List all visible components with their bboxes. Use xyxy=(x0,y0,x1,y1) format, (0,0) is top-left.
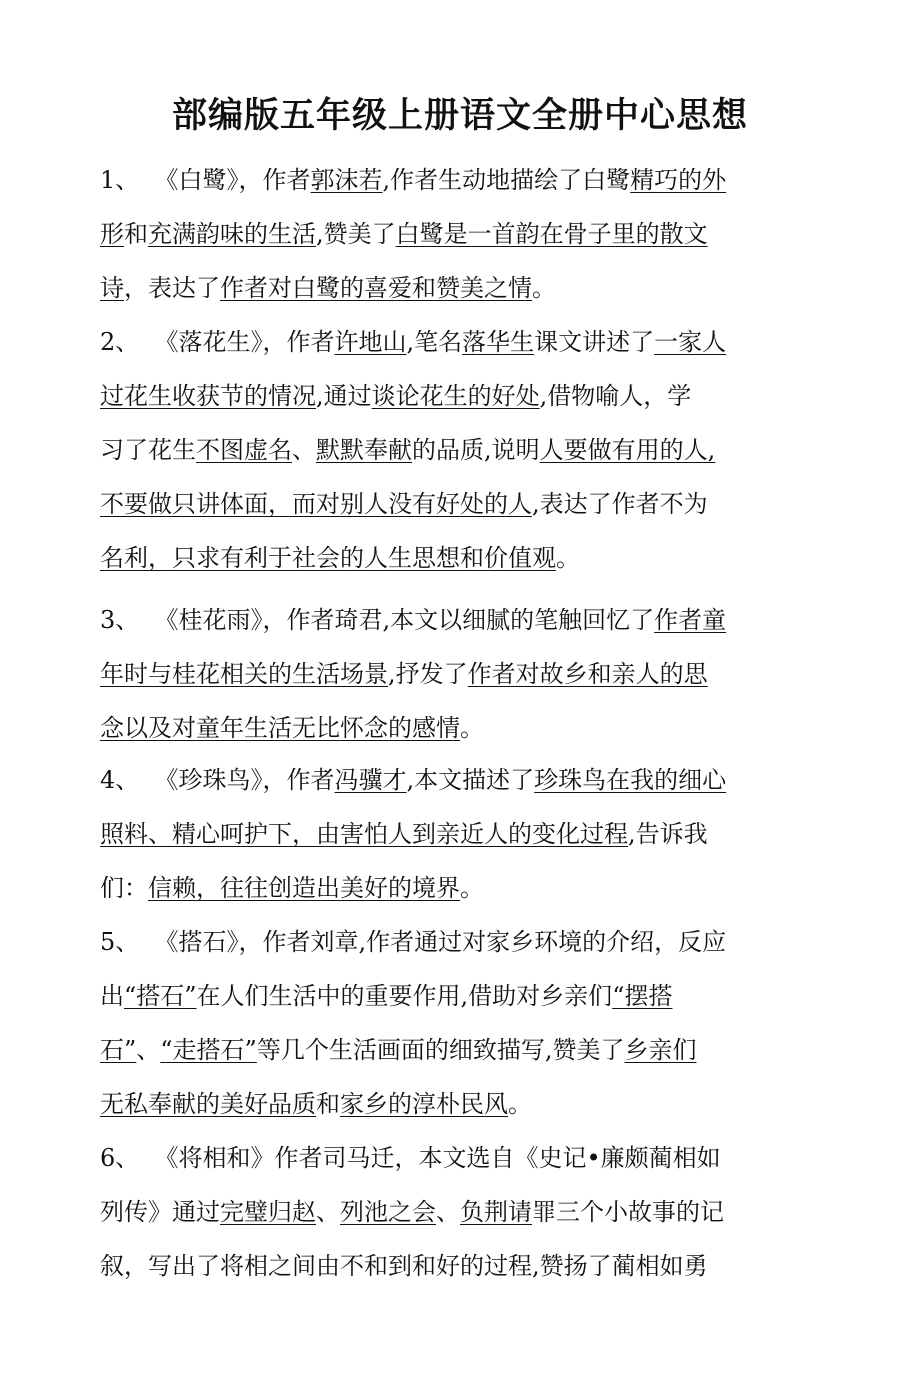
text-run: 、 xyxy=(436,1198,460,1226)
text-line xyxy=(100,926,726,958)
text-run: 和 xyxy=(124,220,148,248)
underlined-key-phrase: 充满韵味的生活 xyxy=(148,220,316,248)
underlined-key-phrase: 默默奉献 xyxy=(316,436,412,464)
text-run: ，表达了 xyxy=(124,274,220,302)
underlined-key-phrase: 一家人 xyxy=(654,328,727,356)
underlined-key-phrase: 冯骥才 xyxy=(334,766,407,794)
underlined-key-phrase: 人要做有用的人, xyxy=(539,436,716,464)
underlined-key-phrase: 照料、精心呵护下，由害怕人到亲近人的变化过程 xyxy=(100,820,628,848)
underlined-key-phrase: 乡亲们 xyxy=(624,1036,697,1064)
text-line xyxy=(100,1196,724,1228)
text-run: 2、 《落花生》，作者 xyxy=(100,328,335,356)
text-line xyxy=(100,380,691,412)
underlined-key-phrase: “走搭石” xyxy=(160,1036,257,1064)
text-run: ,告诉我 xyxy=(628,820,708,848)
text-line xyxy=(100,1250,708,1282)
underlined-key-phrase: 列池之会 xyxy=(340,1198,436,1226)
text-run: ,笔名 xyxy=(406,328,463,356)
underlined-key-phrase: 石” xyxy=(100,1036,137,1064)
underlined-key-phrase: 负荆请 xyxy=(460,1198,532,1226)
text-run: 4、 《珍珠鸟》，作者 xyxy=(100,766,335,794)
text-run: ,通过 xyxy=(316,382,372,410)
text-line xyxy=(100,1034,696,1066)
underlined-key-phrase: 珍珠鸟在我的细心 xyxy=(534,766,727,794)
underlined-key-phrase: 信赖，往往创造出美好的境界 xyxy=(148,874,460,902)
text-run: 。 xyxy=(460,874,484,902)
underlined-key-phrase: “摆搭 xyxy=(612,982,673,1010)
text-run: 等几个生活画面的细致描写,赞美了 xyxy=(256,1036,625,1064)
text-line xyxy=(100,1142,721,1174)
underlined-key-phrase: 许地山 xyxy=(334,328,407,356)
underlined-key-phrase: 白鹭是一首韵在骨子里的散文 xyxy=(395,220,708,248)
text-run: ,抒发了 xyxy=(388,660,468,688)
text-line xyxy=(100,164,726,196)
text-run: 出 xyxy=(100,982,124,1010)
underlined-key-phrase: 落华生 xyxy=(462,328,535,356)
text-line xyxy=(100,326,726,358)
underlined-key-phrase: 作者对故乡和亲人的思 xyxy=(467,660,708,688)
underlined-key-phrase: 精巧的外 xyxy=(630,166,727,194)
text-run: 。 xyxy=(460,714,484,742)
text-line xyxy=(100,542,580,574)
text-run: 、 xyxy=(292,436,316,464)
text-line xyxy=(100,604,726,636)
underlined-key-phrase: 诗 xyxy=(100,274,124,302)
text-run: ,借物喻人，学 xyxy=(539,382,692,410)
text-run: 。 xyxy=(556,544,580,572)
text-line xyxy=(100,1088,532,1120)
text-run: ,表达了作者不为 xyxy=(532,490,708,518)
underlined-key-phrase: “搭石” xyxy=(124,982,197,1010)
underlined-key-phrase: 念以及对童年生活无比怀念的感情 xyxy=(100,714,460,742)
underlined-key-phrase: 郭沫若 xyxy=(310,166,383,194)
text-line xyxy=(100,980,672,1012)
underlined-key-phrase: 家乡的淳朴民风 xyxy=(340,1090,508,1118)
text-run: 罪三个小故事的记 xyxy=(532,1198,724,1226)
text-run: 6、 《将相和》作者司马迁，本文选自《史记•廉颇蔺相如 xyxy=(100,1144,721,1172)
text-line xyxy=(100,658,708,690)
text-run: ,作者生动地描绘了白鹭 xyxy=(382,166,631,194)
text-line xyxy=(100,872,484,904)
text-line xyxy=(100,218,708,250)
text-run: ,赞美了 xyxy=(316,220,396,248)
text-run: 3、 《桂花雨》，作者琦君,本文以细腻的笔触回忆了 xyxy=(100,606,655,634)
text-line xyxy=(100,434,715,466)
text-line xyxy=(100,272,556,304)
text-run: 和 xyxy=(316,1090,340,1118)
underlined-key-phrase: 谈论花生的好处 xyxy=(371,382,540,410)
text-run: 1、 《白鹭》，作者 xyxy=(100,166,311,194)
underlined-key-phrase: 不图虚名 xyxy=(196,436,292,464)
underlined-key-phrase: 年时与桂花相关的生活场景 xyxy=(100,660,388,688)
text-run: 叙，写出了将相之间由不和到和好的过程,赞扬了蔺相如勇 xyxy=(100,1252,708,1280)
text-run: ,本文描述了 xyxy=(406,766,535,794)
text-run: 习了花生 xyxy=(100,436,196,464)
underlined-key-phrase: 完璧归赵 xyxy=(220,1198,316,1226)
text-line xyxy=(100,488,708,520)
text-run: 。 xyxy=(508,1090,532,1118)
text-run: 的品质,说明 xyxy=(412,436,540,464)
text-run: 、 xyxy=(136,1036,161,1064)
underlined-key-phrase: 名利，只求有利于社会的人生思想和价值观 xyxy=(100,544,556,572)
text-run: 、 xyxy=(316,1198,340,1226)
text-run: 们： xyxy=(100,874,148,902)
underlined-key-phrase: 不要做只讲体面，而对别人没有好处的人 xyxy=(100,490,532,518)
text-line xyxy=(100,818,708,850)
text-run: 5、 《搭石》，作者刘章,作者通过对家乡环境的介绍，反应 xyxy=(100,928,727,956)
text-run: 列传》通过 xyxy=(100,1198,220,1226)
text-run: 课文讲述了 xyxy=(534,328,655,356)
underlined-key-phrase: 作者对白鹭的喜爱和赞美之情 xyxy=(220,274,532,302)
underlined-key-phrase: 无私奉献的美好品质 xyxy=(100,1090,316,1118)
text-line xyxy=(100,764,726,796)
text-run: 。 xyxy=(532,274,556,302)
underlined-key-phrase: 形 xyxy=(100,220,124,248)
underlined-key-phrase: 过花生收获节的情况 xyxy=(100,382,316,410)
text-run: 在人们生活中的重要作用,借助对乡亲们 xyxy=(196,982,613,1010)
page-title: 部编版五年级上册语文全册中心思想 xyxy=(171,96,748,136)
text-line xyxy=(100,712,484,744)
underlined-key-phrase: 作者童 xyxy=(654,606,727,634)
